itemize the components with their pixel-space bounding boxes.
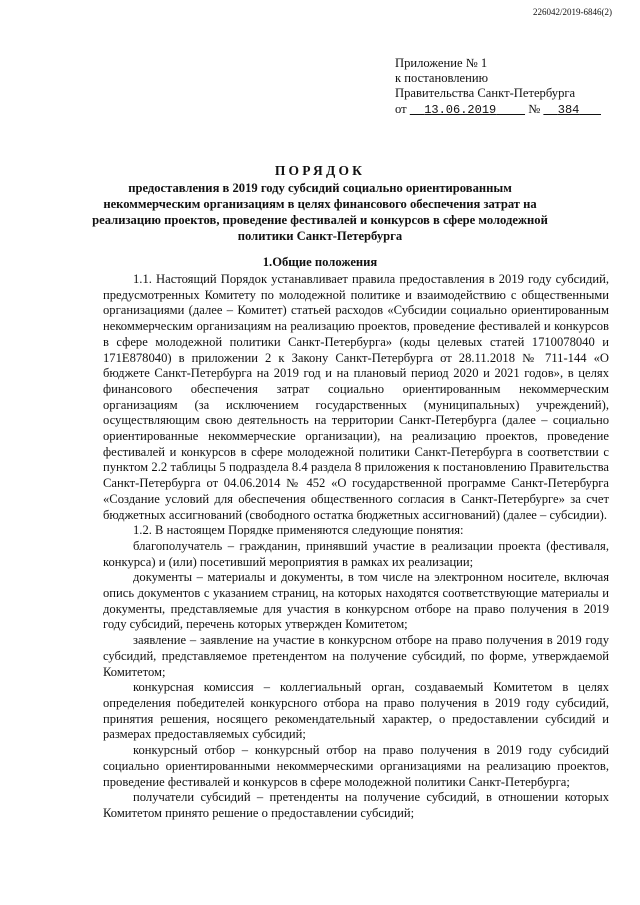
document-body — [103, 272, 609, 822]
paragraph: 1.1. Настоящий Порядок устанавливает правила предоставления в 2019 году субсидий, предусмотренных Комитету по молодежной политике и взаимодействию с общественными организациями (далее – Комитет) статьей расходов «Субсидии социально ориентированным некоммерческим организациям на реализацию проектов, проведение фестивалей и конкурсов в сфере молодежной политики Санкт-Петербурга» (коды целевых статей 1710078040 и 171E878040) в приложении 2 к Закону Санкт-Петербурга от 28.11.2018 № 711-144 «О бюджете Санкт-Петербурга на 2019 год и на плановый период 2020 и 2021 годов», в целях финансового обеспечения затрат социально ориентированным некоммерческим организациям (за исключением государственных (муниципальных) учреждений), осуществляющим свою деятельность на территории Санкт-Петербурга (далее – социально ориентированные некоммерческие организации), на реализацию проектов, проведение фестивалей и конкурсов в сфере молодежной политики Санкт-Петербурга в соответствии с пунктом 2.2 таблицы 5 подраздела 8.4 раздела 8 приложения к постановлению Правительства Санкт-Петербурга от 04.06.2014 № 452 «О государственной программе Санкт-Петербурга «Создание условий для обеспечения общественного согласия в Санкт-Петербурге» за счет бюджетных ассигнований (свободного остатка бюджетных ассигнований) (далее – субсидии). — [103, 272, 609, 522]
date-value: 13.06.2019 — [424, 102, 497, 117]
appendix-date-line — [395, 102, 615, 118]
appendix-line-3: Правительства Санкт-Петербурга — [395, 86, 576, 101]
paragraph: конкурсный отбор – конкурсный отбор на право получения в 2019 году субсидий социально ориентированными некоммерческими организациями на реализацию проектов, проведение фестивалей и конкурсов в сфере молодежной политики Санкт-Петербурга; — [103, 743, 609, 789]
paragraph: получатели субсидий – претенденты на получение субсидий, в отношении которых Комитетом принято решение о предоставлении субсидий; — [103, 790, 609, 820]
document-title: ПОРЯДОК — [274, 163, 366, 178]
appendix-line-2: к постановлению — [395, 71, 489, 86]
appendix-line-1: Приложение № 1 — [395, 56, 488, 70]
paragraph: 1.2. В настоящем Порядке применяются следующие понятия: — [133, 523, 464, 538]
paragraph: конкурсная комиссия – коллегиальный орган, создаваемый Комитетом в целях определения победителей конкурсного отбора на право получения в 2019 году субсидий, принятия решения, носящего рекомендательный характер, о предоставлении субсидий и размерах предоставляемых субсидий; — [103, 680, 609, 742]
section-heading: 1.Общие положения — [262, 255, 378, 269]
appendix-block — [395, 56, 615, 118]
date-prefix: от — [395, 101, 407, 116]
number-prefix: № — [528, 101, 541, 116]
paragraph: заявление – заявление на участие в конкурсном отборе на право получения в 2019 году субсидий, представляемое претендентом на получение субсидий, по форме, утверждаемой Комитетом; — [103, 633, 609, 679]
paragraph: документы – материалы и документы, в том числе на электронном носителе, включая опись документов с указанием страниц, на которых находятся соответствующие материалы и документы, представляемые для участия в конкурсном отборе на право получения в 2019 году субсидий, перечень которых утвержден Комитетом; — [103, 570, 609, 632]
document-subtitle: предоставления в 2019 году субсидий социально ориентированным некоммерческим организациям в целях финансового обеспечения затрат на реализацию проектов, проведение фестивалей и конкурсов в сфере молодежной политики Санкт-Петербурга — [92, 181, 548, 243]
number-value: 384 — [557, 102, 580, 117]
paragraph: благополучатель – гражданин, принявший участие в реализации проекта (фестиваля, конкурса) и (или) посетивший мероприятия в рамках их реализации; — [103, 538, 609, 569]
document-id: 226042/2019-6846(2) — [533, 7, 612, 17]
